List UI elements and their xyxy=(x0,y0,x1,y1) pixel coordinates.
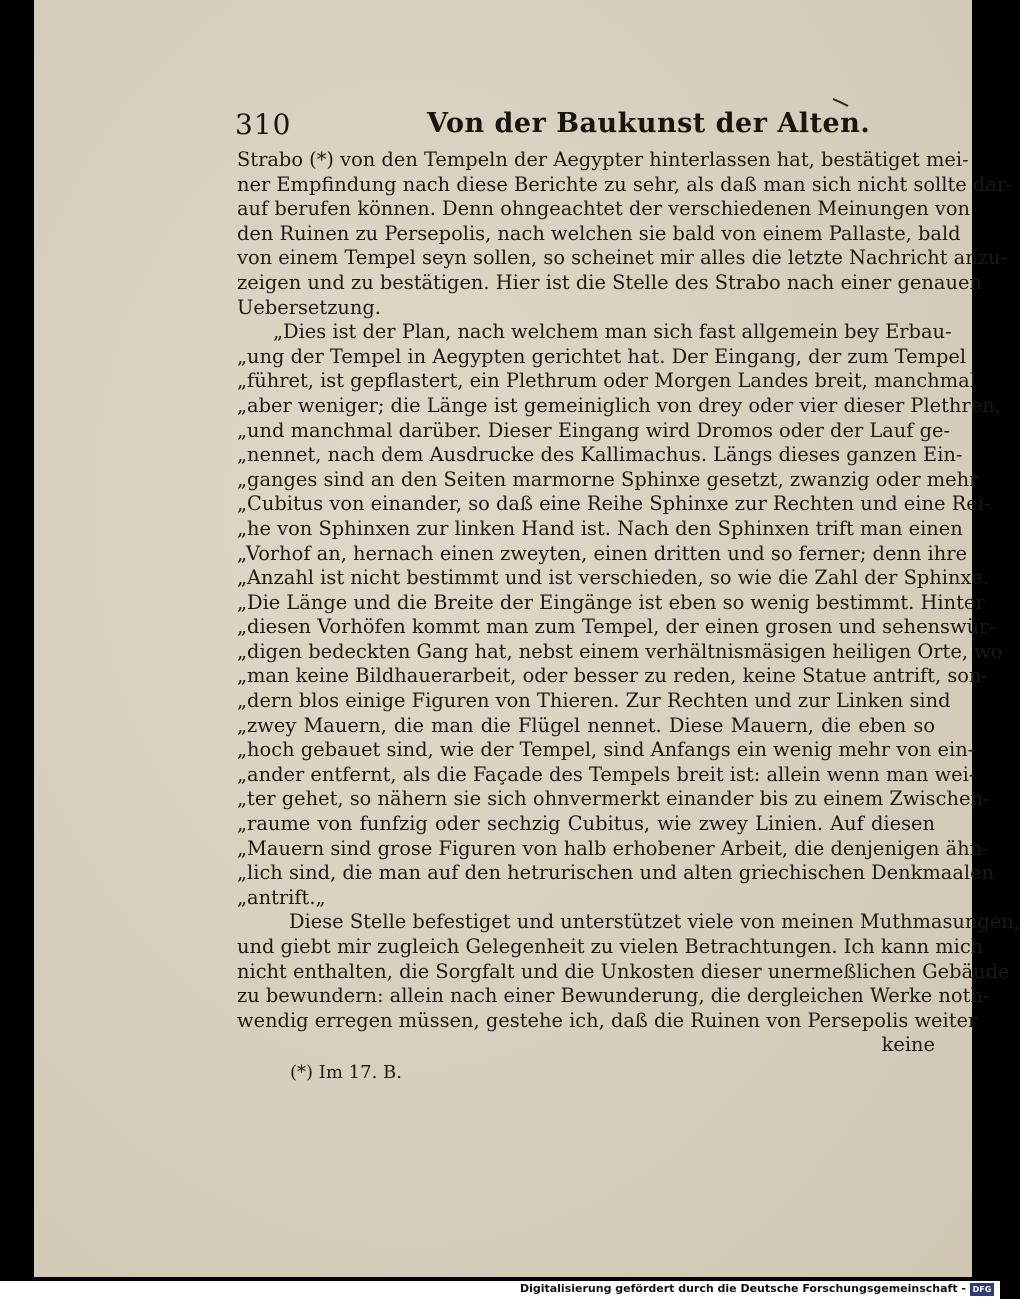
text-line: und giebt mir zugleich Gelegenheit zu vielen Betrachtungen. Ich kann mich xyxy=(237,935,984,958)
text-line: nicht enthalten, die Sorgfalt und die Unkosten dieser unermeßlichen Gebäude xyxy=(237,959,1010,983)
text-line: „nennet, nach dem Ausdrucke des Kallimachus. Längs dieses ganzen Ein- xyxy=(237,443,963,467)
text-line: „und manchmal darüber. Dieser Eingang wird Dromos oder der Lauf ge- xyxy=(237,418,951,442)
running-head: Von der Baukunst der Alten. xyxy=(427,108,871,139)
text-line: „man keine Bildhauerarbeit, oder besser zu reden, keine Statue antrift, son- xyxy=(237,664,988,688)
text-line: „Mauern sind grose Figuren von halb erhobener Arbeit, die denjenigen ähn- xyxy=(237,836,989,860)
text-line: zeigen und zu bestätigen. Hier ist die Stelle des Strabo nach einer genauen xyxy=(237,270,982,294)
funding-credit: Digitalisierung gefördert durch die Deutsche Forschungsgemeinschaft - xyxy=(519,1282,966,1295)
body-text xyxy=(237,148,1020,1058)
text-line: Uebersetzung. xyxy=(237,295,381,319)
text-line: ner Empfindung nach diese Berichte zu sehr, als daß man sich nicht sollte dar- xyxy=(237,172,1013,196)
text-line: den Ruinen zu Persepolis, nach welchen sie bald von einem Pallaste, bald xyxy=(237,221,961,245)
dfg-logo: DFG xyxy=(970,1283,994,1296)
text-line: Strabo (*) von den Tempeln der Aegypter hinterlassen hat, bestätiget mei- xyxy=(237,148,969,171)
text-line: auf berufen können. Denn ohngeachtet der verschiedenen Meinungen von xyxy=(237,197,971,221)
text-line: „raume von funfzig oder sechzig Cubitus, wie zwey Linien. Auf diesen xyxy=(237,812,935,836)
text-line: „aber weniger; die Länge ist gemeiniglich von drey oder vier dieser Plethren, xyxy=(237,393,1001,417)
catchword: keine xyxy=(881,1033,935,1057)
text-line: „he von Sphinxen zur linken Hand ist. Nach den Sphinxen trift man einen xyxy=(237,516,963,540)
text-line: „hoch gebauet sind, wie der Tempel, sind Anfangs ein wenig mehr von ein- xyxy=(237,738,975,762)
footnote: (*) Im 17. B. xyxy=(290,1062,402,1083)
text-line: „ganges sind an den Seiten marmorne Sphinxe gesetzt, zwanzig oder mehr xyxy=(237,467,979,491)
text-line: Diese Stelle befestiget und unterstützet viele von meinen Muthmasungen, xyxy=(289,910,1020,934)
text-line: „dern blos einige Figuren von Thieren. Zur Rechten und zur Linken sind xyxy=(237,689,951,713)
text-line: „lich sind, die man auf den hetrurischen und alten griechischen Denkmaalen xyxy=(237,861,995,885)
text-line: von einem Tempel seyn sollen, so scheinet mir alles die letzte Nachricht anzu- xyxy=(237,246,1007,270)
text-line: „führet, ist gepflastert, ein Plethrum oder Morgen Landes breit, manchmal xyxy=(237,369,976,393)
ink-mark xyxy=(832,97,850,107)
text-line: „ter gehet, so nähern sie sich ohnvermerkt einander bis zu einem Zwischen- xyxy=(237,787,990,811)
page-header xyxy=(235,108,935,144)
text-line: „digen bedeckten Gang hat, nebst einem verhältnismäsigen heiligen Orte, wo xyxy=(237,639,1003,663)
text-line: „diesen Vorhöfen kommt man zum Tempel, der einen grosen und sehenswür- xyxy=(237,615,995,639)
text-line: „antrift.„ xyxy=(237,885,326,909)
text-line: „zwey Mauern, die man die Flügel nennet. Diese Mauern, die eben so xyxy=(237,713,935,737)
text-line: „Anzahl ist nicht bestimmt und ist verschieden, so wie die Zahl der Sphinxe. xyxy=(237,566,990,590)
text-line: wendig erregen müssen, gestehe ich, daß die Ruinen von Persepolis weiter xyxy=(237,1008,978,1032)
page-number: 310 xyxy=(235,108,292,141)
text-line: „Dies ist der Plan, nach welchem man sich fast allgemein bey Erbau- xyxy=(273,320,952,344)
text-line: „Cubitus von einander, so daß eine Reihe Sphinxe zur Rechten und eine Rei- xyxy=(237,492,991,516)
text-line: „Die Länge und die Breite der Eingänge ist eben so wenig bestimmt. Hinter xyxy=(237,590,985,614)
text-line: „Vorhof an, hernach einen zweyten, einen dritten und so ferner; denn ihre xyxy=(237,541,967,565)
text-line: zu bewundern: allein nach einer Bewunderung, die dergleichen Werke noth- xyxy=(237,984,990,1008)
text-line: „ander entfernt, als die Façade des Tempels breit ist: allein wenn man wei- xyxy=(237,762,976,786)
text-line: „ung der Tempel in Aegypten gerichtet hat. Der Eingang, der zum Tempel xyxy=(237,344,967,368)
footer-bar xyxy=(0,1281,1000,1299)
